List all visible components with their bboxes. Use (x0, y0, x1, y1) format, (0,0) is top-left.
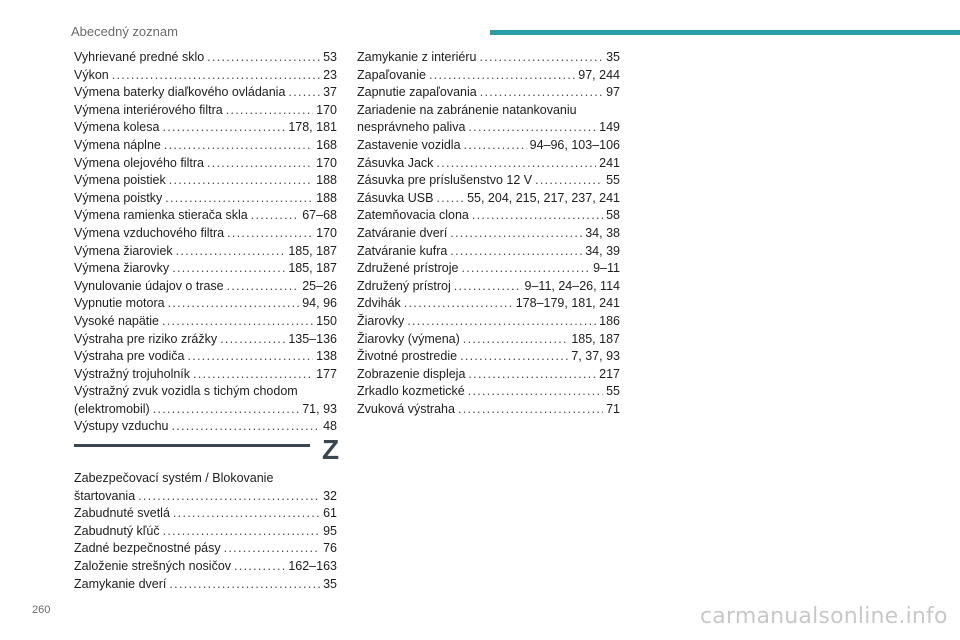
index-page-refs: 55 (606, 173, 620, 188)
index-term: Zásuvka USB (357, 190, 434, 205)
dot-leader (468, 383, 603, 401)
index-entry (74, 348, 337, 366)
dot-leader (468, 119, 596, 137)
index-term: Založenie strešných nosičov (74, 558, 232, 573)
index-page-refs: 67–68 (302, 208, 337, 223)
dot-leader (169, 576, 320, 594)
dot-leader (472, 207, 603, 225)
dot-leader (187, 348, 313, 366)
index-page-refs: 95 (323, 523, 337, 538)
index-entry (74, 49, 337, 67)
dot-leader (163, 523, 320, 541)
index-page-refs: 178–179, 181, 241 (515, 296, 620, 311)
index-page-refs: 7, 37, 93 (571, 349, 620, 364)
index-entry (357, 119, 620, 137)
index-entry (357, 366, 620, 384)
index-entry-line: Výstražný zvuk vozidla s tichým chodom (74, 384, 298, 399)
index-term: Výstražný trojuholník (74, 366, 191, 381)
index-entry (357, 331, 620, 349)
index-page-refs: 55, 204, 215, 217, 237, 241 (467, 190, 620, 205)
dot-leader (429, 67, 575, 85)
dot-leader (460, 348, 568, 366)
index-term: Zatváranie dverí (357, 225, 448, 240)
dot-leader (251, 207, 300, 225)
index-page-refs: 71, 93 (302, 401, 337, 416)
dot-leader (450, 243, 582, 261)
index-page-refs: 150 (316, 313, 337, 328)
index-entry (357, 49, 620, 67)
index-term: Vypnutie motora (74, 296, 165, 311)
index-page-refs: 71 (606, 401, 620, 416)
dot-leader (464, 137, 527, 155)
index-page-refs: 48 (323, 419, 337, 434)
index-entry (74, 119, 337, 137)
index-page-refs: 32 (323, 488, 337, 503)
dot-leader (172, 418, 321, 436)
index-entry (74, 278, 337, 296)
index-page-refs: 53 (323, 50, 337, 64)
index-page-refs: 94, 96 (302, 296, 337, 311)
dot-leader (153, 401, 300, 419)
dot-leader (207, 49, 320, 67)
dot-leader (165, 190, 313, 208)
dot-leader (220, 331, 285, 349)
index-entry (74, 366, 337, 384)
index-page-refs: 35 (606, 50, 620, 64)
index-entry (357, 84, 620, 102)
index-term: Zapaľovanie (357, 67, 426, 82)
index-page-refs: 149 (599, 120, 620, 135)
header-accent-bar (490, 30, 960, 35)
index-entry (357, 67, 620, 85)
index-page-refs: 37 (323, 85, 337, 100)
index-page-refs: 170 (316, 102, 337, 117)
index-term: (elektromobil) (74, 401, 150, 416)
dot-leader (468, 366, 596, 384)
dot-leader (454, 278, 522, 296)
index-term: Výmena žiarovky (74, 261, 170, 276)
dot-leader (112, 67, 320, 85)
dot-leader (169, 172, 313, 190)
index-entry (357, 348, 620, 366)
index-entry (74, 295, 337, 313)
index-term: Výmena olejového filtra (74, 155, 204, 170)
index-term: Vynulovanie údajov o trase (74, 278, 224, 293)
index-term: Výkon (74, 67, 109, 82)
dot-leader (436, 155, 596, 173)
index-term: Zatváranie kufra (357, 243, 448, 258)
dot-leader (226, 102, 313, 120)
dot-leader (168, 295, 300, 313)
index-term: štartovania (74, 488, 136, 503)
index-entry (74, 260, 337, 278)
page-number: 260 (32, 604, 51, 616)
dot-leader (173, 505, 320, 523)
index-page-refs: 97, 244 (578, 67, 620, 82)
dot-leader (461, 260, 590, 278)
index-entry (357, 401, 620, 419)
index-entry (74, 523, 337, 541)
index-term: Vyhrievané predné sklo (74, 50, 205, 64)
index-page-refs: 135–136 (288, 331, 337, 346)
index-entry (74, 207, 337, 225)
index-term: nesprávneho paliva (357, 120, 466, 135)
index-page-refs: 25–26 (302, 278, 337, 293)
index-term: Zásuvka pre príslušenstvo 12 V (357, 173, 533, 188)
index-entry (74, 488, 337, 506)
index-entry (74, 67, 337, 85)
index-entry (357, 155, 620, 173)
index-term: Združený prístroj (357, 278, 451, 293)
index-entry (74, 155, 337, 173)
index-term: Žiarovky (357, 313, 405, 328)
index-page-refs: 170 (316, 225, 337, 240)
index-page-refs: 188 (316, 173, 337, 188)
index-term: Výmena interiérového filtra (74, 102, 223, 117)
index-column-left (74, 49, 337, 436)
index-entry (74, 331, 337, 349)
dot-leader (207, 155, 313, 173)
index-page-refs: 185, 187 (288, 243, 337, 258)
index-term: Zdvihák (357, 296, 401, 311)
dot-leader (138, 488, 320, 506)
index-term: Zamykanie z interiéru (357, 50, 477, 64)
index-term: Zvuková výstraha (357, 401, 455, 416)
index-page-refs: 35 (323, 576, 337, 591)
dot-leader (480, 84, 603, 102)
dot-leader (234, 558, 285, 576)
dot-leader (164, 137, 313, 155)
dot-leader (224, 540, 320, 558)
section-divider-line (74, 444, 310, 447)
index-page-refs: 168 (316, 137, 337, 152)
index-term: Zadné bezpečnostné pásy (74, 541, 221, 556)
index-term: Zabudnutý kľúč (74, 523, 160, 538)
index-entry (357, 260, 620, 278)
index-entry (74, 225, 337, 243)
index-entry (357, 243, 620, 261)
index-entry (357, 207, 620, 225)
index-column-right (357, 49, 620, 418)
index-entry (74, 505, 337, 523)
section-letter: Z (322, 434, 340, 465)
index-page-refs: 23 (323, 67, 337, 82)
index-term: Zrkadlo kozmetické (357, 384, 465, 399)
index-term: Výstraha pre vodiča (74, 349, 185, 364)
index-page-refs: 55 (606, 384, 620, 399)
index-page-refs: 186 (599, 313, 620, 328)
dot-leader (463, 331, 569, 349)
index-page-refs: 162–163 (288, 558, 337, 573)
index-term: Vysoké napätie (74, 313, 160, 328)
index-page-refs: 34, 39 (585, 243, 620, 258)
index-entry (357, 172, 620, 190)
index-entry (74, 576, 337, 594)
page-header-title: Abecedný zoznam (71, 24, 178, 39)
index-entry-line: Zariadenie na zabránenie natankovaniu (357, 102, 577, 117)
index-page-refs: 177 (316, 366, 337, 381)
dot-leader (436, 190, 464, 208)
index-page-refs: 58 (606, 208, 620, 223)
dot-leader (480, 49, 604, 67)
index-term: Výmena náplne (74, 137, 161, 152)
index-entry (357, 383, 620, 401)
index-page-refs: 178, 181 (288, 120, 337, 135)
dot-leader (176, 243, 286, 261)
dot-leader (162, 313, 313, 331)
index-term: Zobrazenie displeja (357, 366, 466, 381)
index-term: Zastavenie vozidla (357, 137, 461, 152)
index-term: Výmena vzduchového filtra (74, 225, 225, 240)
index-entry (74, 558, 337, 576)
index-term: Zatemňovacia clona (357, 208, 469, 223)
dot-leader (407, 313, 596, 331)
dot-leader (535, 172, 603, 190)
index-page-refs: 9–11, 24–26, 114 (524, 278, 620, 293)
dot-leader (450, 225, 582, 243)
index-term: Zabudnuté svetlá (74, 506, 170, 521)
index-page-refs: 34, 38 (585, 225, 620, 240)
index-term: Výmena ramienka stierača skla (74, 208, 248, 223)
index-page-refs: 97 (606, 85, 620, 100)
index-entry (357, 190, 620, 208)
index-entry (357, 313, 620, 331)
dot-leader (162, 119, 285, 137)
index-entry (74, 243, 337, 261)
dot-leader (404, 295, 513, 313)
index-page-refs: 138 (316, 349, 337, 364)
dot-leader (227, 225, 313, 243)
index-page-refs: 185, 187 (571, 331, 620, 346)
index-term: Výmena kolesa (74, 120, 160, 135)
index-entry (74, 84, 337, 102)
index-page-refs: 185, 187 (288, 261, 337, 276)
index-entry (74, 418, 337, 436)
index-term: Výmena poistky (74, 190, 163, 205)
index-page-refs: 61 (323, 506, 337, 521)
index-entry (357, 137, 620, 155)
watermark: carmanualsonline.info (700, 604, 948, 629)
index-term: Zapnutie zapaľovania (357, 85, 477, 100)
index-entry (74, 313, 337, 331)
dot-leader (172, 260, 285, 278)
index-entry-line: Zabezpečovací systém / Blokovanie (74, 471, 274, 485)
index-page-refs: 9–11 (593, 261, 620, 276)
index-term: Výmena poistiek (74, 173, 166, 188)
dot-leader (227, 278, 300, 296)
index-term: Výmena žiaroviek (74, 243, 173, 258)
index-term: Zásuvka Jack (357, 155, 434, 170)
index-column-left-section-z (74, 470, 337, 593)
dot-leader (458, 401, 603, 419)
dot-leader (193, 366, 313, 384)
index-term: Žiarovky (výmena) (357, 331, 460, 346)
index-page-refs: 217 (599, 366, 620, 381)
index-term: Výstraha pre riziko zrážky (74, 331, 218, 346)
index-page-refs: 188 (316, 190, 337, 205)
index-page-refs: 94–96, 103–106 (529, 137, 620, 152)
index-entry (74, 137, 337, 155)
dot-leader (288, 84, 320, 102)
index-entry (357, 225, 620, 243)
index-term: Výmena baterky diaľkového ovládania (74, 85, 286, 100)
index-page-refs: 241 (599, 155, 620, 170)
index-term: Životné prostredie (357, 349, 458, 364)
index-entry (357, 295, 620, 313)
index-term: Zamykanie dverí (74, 576, 167, 591)
index-term: Výstupy vzduchu (74, 419, 169, 434)
index-entry (74, 172, 337, 190)
index-term: Združené prístroje (357, 261, 459, 276)
index-page-refs: 170 (316, 155, 337, 170)
index-entry (74, 190, 337, 208)
index-entry (357, 278, 620, 296)
index-entry (74, 540, 337, 558)
index-entry (74, 401, 337, 419)
index-entry (74, 102, 337, 120)
index-page-refs: 76 (323, 541, 337, 556)
